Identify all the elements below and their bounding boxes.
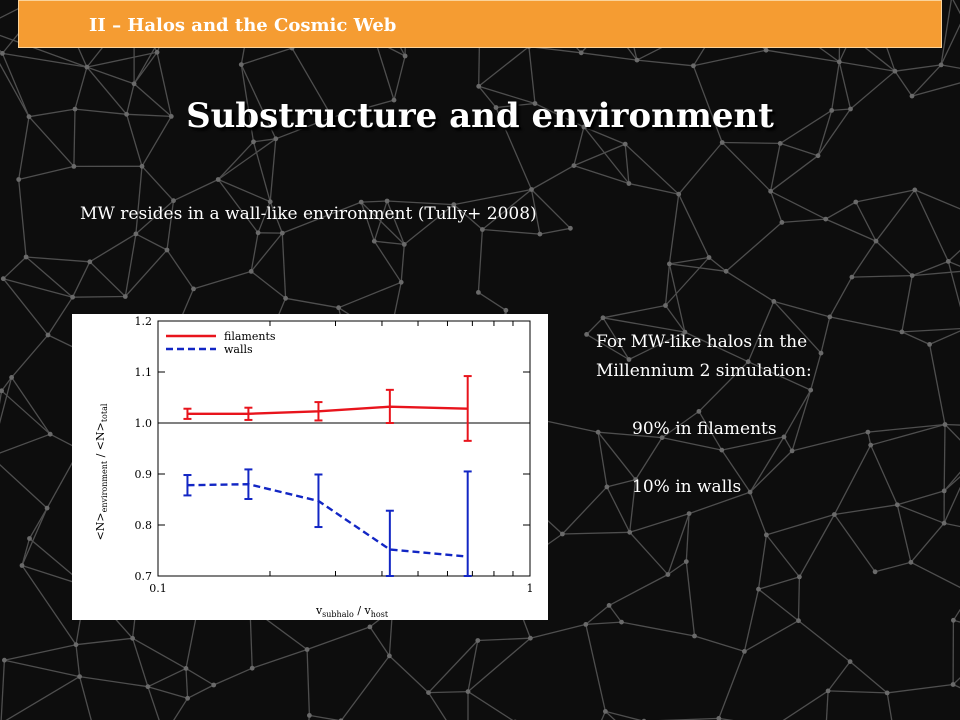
simulation-summary [596,328,936,502]
summary-line-2: Millennium 2 simulation: [596,361,812,381]
y-tick-label: 0.7 [134,570,152,583]
chart-figure [72,314,548,620]
y-tick-label: 0.9 [134,468,152,481]
x-axis-label: $v_{subhalo} / v_{host}$ [315,604,389,619]
environment-ratio-chart [72,314,548,620]
slide-subtitle: MW resides in a wall-like environment (Tully+ 2008) [80,204,537,224]
series-line-filaments [188,407,468,414]
error-bar-walls [464,471,472,576]
y-tick-label: 1.1 [134,366,152,379]
stat-filaments: 90% in filaments [632,419,777,439]
error-bar-walls [314,475,322,528]
x-tick-label: 0.1 [149,582,167,595]
stat-walls: 10% in walls [632,477,742,497]
legend-label-filaments: filaments [224,330,276,343]
summary-line-1: For MW-like halos in the [596,332,808,352]
y-tick-label: 1.2 [134,315,152,328]
x-tick-label: 1 [526,582,534,595]
legend-label-walls: walls [224,343,253,356]
y-tick-label: 1.0 [134,417,152,430]
y-tick-label: 0.8 [134,519,152,532]
error-bar-walls [386,511,394,576]
y-axis-label: $<N>_{environment} / <N>_{total}$ [94,403,109,541]
slide-title: Substructure and environment [186,96,774,136]
plot-frame [158,321,530,576]
section-title: II – Halos and the Cosmic Web [89,15,397,36]
section-header-bar [18,0,942,48]
series-line-walls [188,484,468,556]
